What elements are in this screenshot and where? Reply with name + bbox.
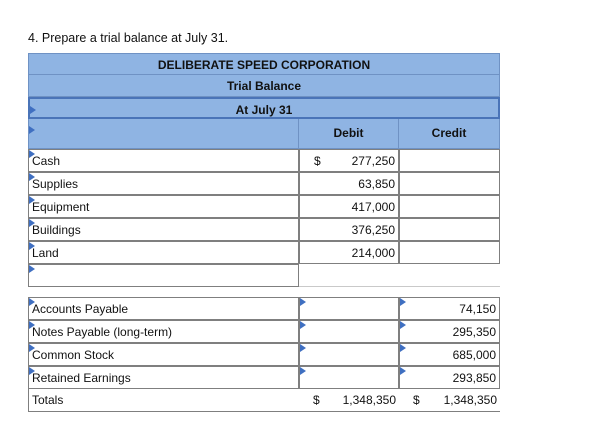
input-marker-icon — [300, 367, 306, 375]
input-marker-icon — [400, 298, 406, 306]
debit-value: 214,000 — [351, 246, 395, 260]
account-input-common-stock[interactable] — [28, 343, 299, 366]
debit-value: 277,250 — [351, 154, 395, 168]
input-marker-icon — [300, 344, 306, 352]
input-marker-icon — [29, 242, 35, 250]
report-date[interactable] — [28, 97, 500, 119]
table-row — [28, 297, 500, 320]
table-row — [28, 172, 500, 195]
credit-column-header: Credit — [399, 119, 500, 149]
column-header-row — [28, 119, 500, 149]
account-input-blank[interactable] — [28, 264, 299, 287]
input-marker-icon — [29, 344, 35, 352]
debit-input-cash[interactable] — [299, 149, 399, 172]
input-marker-icon — [29, 265, 35, 273]
account-name: Cash — [32, 154, 61, 168]
account-name: Retained Earnings — [32, 371, 131, 385]
dollar-sign: $ — [413, 393, 420, 407]
input-marker-icon — [400, 344, 406, 352]
blank-credit-cell — [399, 264, 500, 287]
debit-input-common-stock[interactable] — [299, 343, 399, 366]
table-row — [28, 218, 500, 241]
credit-section — [28, 297, 500, 412]
input-marker-icon — [29, 367, 35, 375]
debit-value: 63,850 — [358, 177, 395, 191]
input-marker-icon — [300, 321, 306, 329]
debit-input-equipment[interactable] — [299, 195, 399, 218]
debit-column-header: Debit — [299, 119, 399, 149]
table-row — [28, 320, 500, 343]
trial-balance-table — [28, 53, 500, 412]
account-input-accounts-payable[interactable] — [28, 297, 299, 320]
credit-input-notes-payable[interactable] — [399, 320, 500, 343]
account-input-notes-payable[interactable] — [28, 320, 299, 343]
table-row — [28, 241, 500, 264]
table-row — [28, 149, 500, 172]
debit-input-accounts-payable[interactable] — [299, 297, 399, 320]
account-name: Notes Payable (long-term) — [32, 325, 173, 339]
table-row — [28, 343, 500, 366]
input-marker-icon — [29, 196, 35, 204]
input-marker-icon — [400, 321, 406, 329]
table-row — [28, 195, 500, 218]
account-input-land[interactable] — [28, 241, 299, 264]
input-marker-icon — [29, 173, 35, 181]
totals-row — [28, 389, 500, 412]
totals-label: Totals — [28, 389, 299, 412]
credit-input-buildings[interactable] — [399, 218, 500, 241]
input-marker-icon — [30, 106, 36, 114]
input-marker-icon — [29, 219, 35, 227]
account-input-equipment[interactable] — [28, 195, 299, 218]
account-name: Common Stock — [32, 348, 115, 362]
input-marker-icon — [400, 367, 406, 375]
debit-value: 376,250 — [351, 223, 395, 237]
blank-row — [28, 264, 500, 287]
account-name: Land — [32, 246, 59, 260]
debit-input-land[interactable] — [299, 241, 399, 264]
input-marker-icon — [29, 126, 35, 134]
account-column-header[interactable] — [28, 119, 299, 149]
account-input-cash[interactable] — [28, 149, 299, 172]
credit-input-retained-earnings[interactable] — [399, 366, 500, 389]
input-marker-icon — [29, 321, 35, 329]
blank-debit-cell — [299, 264, 399, 287]
credit-value: 685,000 — [452, 348, 496, 362]
credit-total — [399, 389, 500, 412]
credit-input-cash[interactable] — [399, 149, 500, 172]
dollar-sign: $ — [314, 154, 321, 168]
account-name: Supplies — [32, 177, 79, 191]
credit-input-supplies[interactable] — [399, 172, 500, 195]
debit-section — [28, 149, 500, 287]
account-name: Equipment — [32, 200, 90, 214]
debit-total-value: 1,348,350 — [342, 393, 396, 407]
credit-value: 74,150 — [459, 302, 496, 316]
credit-value: 295,350 — [452, 325, 496, 339]
question-prompt: 4. Prepare a trial balance at July 31. — [28, 31, 229, 45]
credit-input-equipment[interactable] — [399, 195, 500, 218]
credit-value: 293,850 — [452, 371, 496, 385]
credit-input-common-stock[interactable] — [399, 343, 500, 366]
account-input-buildings[interactable] — [28, 218, 299, 241]
input-marker-icon — [29, 298, 35, 306]
table-row — [28, 366, 500, 389]
debit-value: 417,000 — [351, 200, 395, 214]
credit-total-value: 1,348,350 — [443, 393, 497, 407]
account-input-retained-earnings[interactable] — [28, 366, 299, 389]
company-name: DELIBERATE SPEED CORPORATION — [28, 53, 500, 75]
report-title: Trial Balance — [28, 75, 500, 97]
account-name: Buildings — [32, 223, 81, 237]
debit-total — [299, 389, 399, 412]
input-marker-icon — [29, 150, 35, 158]
debit-input-notes-payable[interactable] — [299, 320, 399, 343]
dollar-sign: $ — [313, 393, 320, 407]
debit-input-retained-earnings[interactable] — [299, 366, 399, 389]
credit-input-land[interactable] — [399, 241, 500, 264]
debit-input-buildings[interactable] — [299, 218, 399, 241]
debit-input-supplies[interactable] — [299, 172, 399, 195]
input-marker-icon — [300, 298, 306, 306]
account-name: Accounts Payable — [32, 302, 129, 316]
account-input-supplies[interactable] — [28, 172, 299, 195]
credit-input-accounts-payable[interactable] — [399, 297, 500, 320]
report-date-label: At July 31 — [235, 103, 293, 117]
